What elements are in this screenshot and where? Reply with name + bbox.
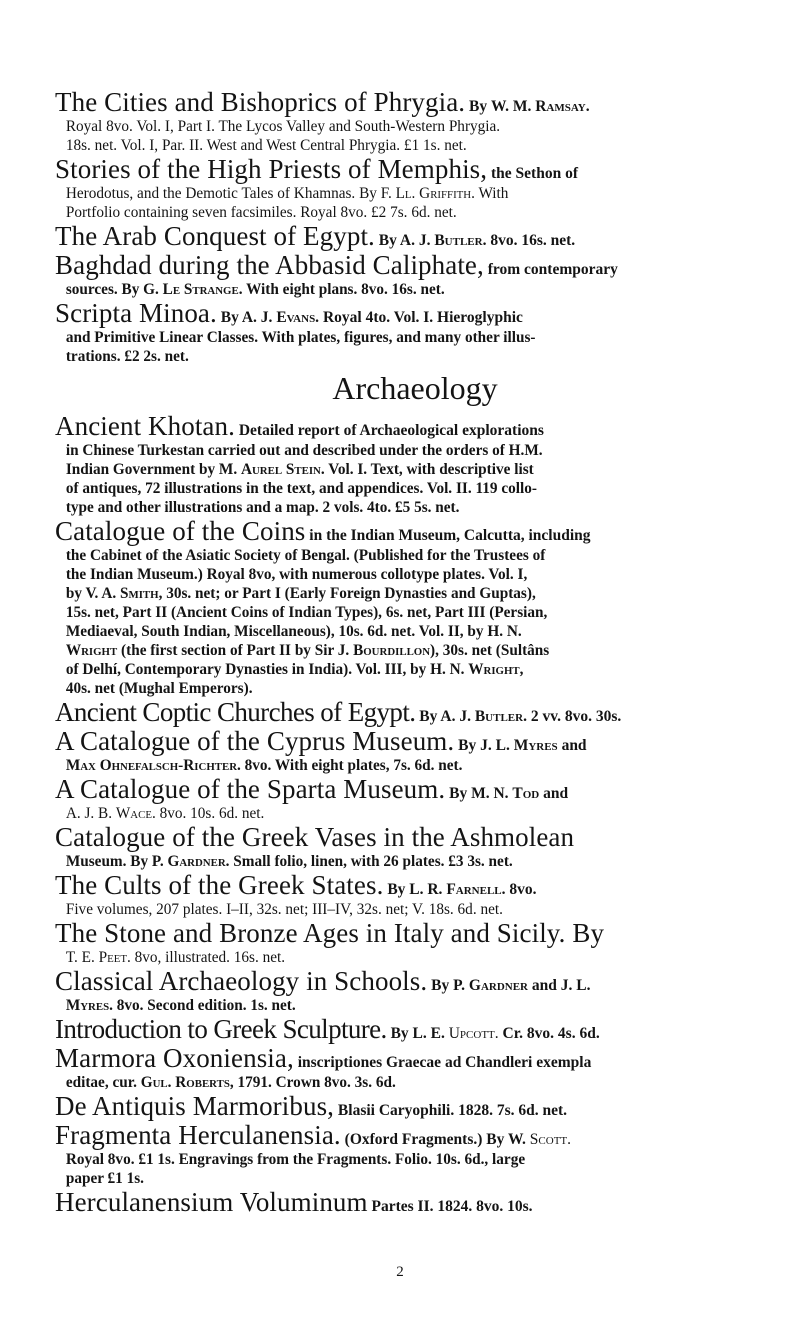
entry-title-line bbox=[55, 1015, 775, 1044]
book-title: Ancient Coptic Churches of Egypt. bbox=[55, 697, 416, 727]
entry-title-line bbox=[55, 517, 775, 546]
book-entry-arab-conquest-egypt bbox=[55, 222, 775, 251]
entry-text: Museum. By P. bbox=[65, 853, 168, 870]
entry-text: sources. By G. bbox=[65, 281, 163, 298]
entry-detail-line bbox=[55, 184, 764, 203]
entry-text: Smith, bbox=[119, 585, 163, 602]
book-title: The Stone and Bronze Ages in Italy and Sicily. By bbox=[55, 918, 605, 948]
entry-text: By A. J. bbox=[374, 232, 435, 249]
entry-text: Herodotus, and the Demotic Tales of Khamnas. By bbox=[65, 185, 381, 202]
entry-text: Small folio, linen, with 26 plates. £3 3s. net. bbox=[229, 853, 513, 870]
entry-detail-line bbox=[55, 203, 764, 222]
entry-text: and bbox=[557, 737, 587, 754]
entry-detail-line bbox=[55, 756, 764, 775]
book-entry-catalogue-coins bbox=[55, 517, 775, 698]
entry-text: Myres bbox=[513, 737, 558, 754]
entry-detail-line bbox=[55, 347, 764, 366]
book-entry-sparta-museum bbox=[55, 775, 775, 823]
entry-text: Portfolio containing seven facsimiles. Royal 8vo. £2 7s. 6d. net. bbox=[65, 204, 457, 221]
entry-text: the Cabinet of the Asiatic Society of Bengal. (Published for the Trustees of bbox=[65, 547, 546, 564]
entry-title-line bbox=[55, 155, 775, 184]
entry-title-line bbox=[55, 88, 775, 117]
entry-detail-line bbox=[55, 679, 764, 698]
entry-detail-line bbox=[55, 622, 764, 641]
entry-text: and bbox=[539, 785, 569, 802]
book-title: Catalogue of the Greek Vases in the Ashmolean bbox=[55, 822, 575, 852]
entry-text: Gardner. bbox=[167, 853, 230, 870]
book-title: Marmora Oxoniensia, bbox=[55, 1043, 294, 1073]
entry-title-line bbox=[55, 222, 775, 251]
entry-text: Max Ohnefalsch-Richter. bbox=[65, 757, 241, 774]
entry-text: (Oxford Fragments.) By W. bbox=[340, 1131, 530, 1148]
entry-text: Royal 8vo. Vol. I, Part I. The Lycos Valley and South-Western Phrygia. bbox=[65, 118, 501, 135]
book-entry-ancient-khotan bbox=[55, 412, 775, 517]
entry-text: By P. bbox=[427, 977, 469, 994]
entry-detail-line bbox=[55, 660, 764, 679]
entry-text: By A. J. bbox=[415, 708, 475, 725]
book-title: Fragmenta Herculanensia. bbox=[55, 1120, 341, 1150]
book-entry-marmora-oxoniensia bbox=[55, 1044, 775, 1092]
book-entry-herculanensium-voluminum bbox=[55, 1188, 775, 1217]
entry-detail-line bbox=[55, 460, 764, 479]
entry-text: 30s. net (Sultâns bbox=[438, 642, 550, 659]
entry-detail-line bbox=[55, 498, 764, 517]
book-title: Introduction to Greek Sculpture. bbox=[55, 1014, 387, 1044]
entry-text: type and other illustrations and a map. 2 vols. 4to. £5 5s. net. bbox=[65, 499, 460, 516]
entry-text: paper £1 1s. bbox=[65, 1170, 145, 1187]
entry-text: trations. £2 2s. net. bbox=[65, 348, 189, 365]
book-entry-de-antiquis-marmoribus bbox=[55, 1092, 775, 1121]
entry-text: 8vo. 16s. net. bbox=[486, 232, 576, 249]
entry-text: Blasii Caryophili. 1828. 7s. 6d. net. bbox=[334, 1102, 568, 1119]
entry-text: Mediaeval, South Indian, Miscellaneous), 10s. 6d. net. Vol. II, by H. N. bbox=[65, 623, 522, 640]
entry-detail-line bbox=[55, 948, 764, 967]
entry-text: 8vo, illustrated. 16s. net. bbox=[130, 949, 286, 966]
entry-title-line bbox=[55, 412, 775, 441]
book-title: Ancient Khotan. bbox=[55, 411, 235, 441]
entry-text: of Delhí, Contemporary Dynasties in India). Vol. III, by H. N. bbox=[65, 661, 469, 678]
entry-title-line bbox=[55, 727, 775, 756]
entry-title-line bbox=[55, 1188, 775, 1217]
entry-text: Partes II. 1824. 8vo. 10s. bbox=[367, 1198, 533, 1215]
entry-text: 18s. net. Vol. I, Par. II. West and West Central Phrygia. £1 1s. net. bbox=[65, 137, 467, 154]
entry-detail-line bbox=[55, 117, 764, 136]
entry-text: editae, cur. bbox=[65, 1074, 141, 1091]
entry-detail-line bbox=[55, 1169, 764, 1188]
book-title: Classical Archaeology in Schools. bbox=[55, 966, 428, 996]
entry-text: Bourdillon), bbox=[353, 642, 439, 659]
entry-text: 2 vv. 8vo. 30s. bbox=[526, 708, 622, 725]
entry-text: the Sethon of bbox=[487, 165, 578, 182]
entry-text: the Indian Museum.) Royal 8vo, with numerous collotype plates. Vol. I, bbox=[65, 566, 528, 583]
entry-text: Wright bbox=[65, 642, 118, 659]
entry-text: by V. A. bbox=[65, 585, 120, 602]
entry-text: of antiques, 72 illustrations in the text, and appendices. Vol. II. 119 collo- bbox=[65, 480, 537, 497]
book-entry-coptic-churches bbox=[55, 698, 775, 727]
entry-title-line bbox=[55, 698, 775, 727]
entry-text: T. E. bbox=[65, 949, 99, 966]
entry-text: inscriptiones Graecae ad Chandleri exempla bbox=[293, 1054, 592, 1071]
entry-detail-line bbox=[55, 996, 764, 1015]
entry-text: Detailed report of Archaeological explorations bbox=[234, 422, 544, 439]
entry-text: 8vo. Second edition. 1s. net. bbox=[112, 997, 296, 1014]
book-entry-cults-greek-states bbox=[55, 871, 775, 919]
book-entry-baghdad-abbasid bbox=[55, 251, 775, 299]
entry-text: in Chinese Turkestan carried out and described under the orders of H.M. bbox=[65, 442, 543, 459]
book-entry-stories-high-priests-memphis bbox=[55, 155, 775, 222]
section-heading: Archaeology bbox=[332, 370, 498, 406]
book-entry-cities-bishoprics-phrygia bbox=[55, 88, 775, 155]
entry-text: F. Ll. Griffith. bbox=[380, 185, 475, 202]
entry-text: Wace. bbox=[115, 805, 156, 822]
entry-text: 40s. net (Mughal Emperors). bbox=[65, 680, 253, 697]
entry-text: Gul. Roberts, bbox=[140, 1074, 234, 1091]
entry-text: 30s. net; or Part I (Early Foreign Dynasties and Guptas), bbox=[162, 585, 536, 602]
entry-text: Peet. bbox=[98, 949, 131, 966]
entry-title-line bbox=[55, 919, 775, 948]
book-entry-fragmenta-herculanensia bbox=[55, 1121, 775, 1188]
entry-text: 1791. Crown 8vo. 3s. 6d. bbox=[233, 1074, 396, 1091]
entry-text: 8vo. 10s. 6d. net. bbox=[155, 805, 265, 822]
entry-text: By M. N. bbox=[445, 785, 513, 802]
entry-title-line bbox=[55, 299, 775, 328]
book-title: The Cults of the Greek States. bbox=[55, 870, 384, 900]
entry-detail-line bbox=[55, 1150, 764, 1169]
entry-title-line bbox=[55, 775, 775, 804]
book-title: Herculanensium Voluminum bbox=[55, 1187, 368, 1217]
page-number: 2 bbox=[396, 1264, 404, 1280]
entry-title-line bbox=[55, 823, 775, 852]
entry-text: 8vo. bbox=[505, 881, 537, 898]
entry-title-line bbox=[55, 1044, 775, 1073]
entry-text: Aurel Stein. bbox=[240, 461, 325, 478]
book-title: Baghdad during the Abbasid Caliphate, bbox=[55, 250, 484, 280]
entry-text: and Primitive Linear Classes. With plates, figures, and many other illus- bbox=[65, 329, 536, 346]
book-entry-greek-sculpture bbox=[55, 1015, 775, 1044]
entry-text: Le Strange. bbox=[162, 281, 243, 298]
entry-title-line bbox=[55, 1092, 775, 1121]
entry-detail-line bbox=[55, 603, 764, 622]
entry-detail-line bbox=[55, 328, 764, 347]
entry-text: Wright, bbox=[468, 661, 524, 678]
entry-detail-line bbox=[55, 641, 764, 660]
entry-text: Butler. bbox=[434, 232, 487, 249]
book-title: Stories of the High Priests of Memphis, bbox=[55, 154, 488, 184]
entry-text: A. J. B. bbox=[65, 805, 116, 822]
book-entry-stone-bronze-ages bbox=[55, 919, 775, 967]
entry-text: 8vo. With eight plates, 7s. 6d. net. bbox=[240, 757, 463, 774]
entry-detail-line bbox=[55, 1073, 764, 1092]
entry-detail-line bbox=[55, 852, 764, 871]
entry-text: Evans. bbox=[276, 309, 320, 326]
entry-text: With bbox=[474, 185, 509, 202]
book-title: Catalogue of the Coins bbox=[55, 516, 306, 546]
entry-detail-line bbox=[55, 441, 764, 460]
entry-text: Five volumes, 207 plates. I–II, 32s. net; III–IV, 32s. net; V. 18s. 6d. net. bbox=[65, 901, 503, 918]
entry-text: By A. J. bbox=[216, 309, 277, 326]
book-title: The Cities and Bishoprics of Phrygia. bbox=[55, 87, 466, 117]
entry-detail-line bbox=[55, 546, 764, 565]
entry-detail-line bbox=[55, 565, 764, 584]
entry-detail-line bbox=[55, 900, 764, 919]
entry-text: Cr. 8vo. 4s. 6d. bbox=[498, 1025, 600, 1042]
entry-text: 15s. net, Part II (Ancient Coins of Indian Types), 6s. net, Part III (Persian, bbox=[65, 604, 548, 621]
entry-title-line bbox=[55, 1121, 775, 1150]
book-title: Scripta Minoa. bbox=[55, 298, 217, 328]
entry-text: By bbox=[465, 98, 491, 115]
entry-detail-line bbox=[55, 136, 764, 155]
book-entry-scripta-minoa bbox=[55, 299, 775, 366]
entry-text: (the first section of Part II by Sir J. bbox=[117, 642, 354, 659]
entry-detail-line bbox=[55, 280, 764, 299]
book-title: De Antiquis Marmoribus, bbox=[55, 1091, 335, 1121]
entry-text: from contemporary bbox=[483, 261, 618, 278]
book-title: A Catalogue of the Cyprus Museum. bbox=[55, 726, 455, 756]
entry-text: Scott. bbox=[529, 1131, 572, 1148]
entry-detail-line bbox=[55, 804, 764, 823]
entry-text: Farnell. bbox=[446, 881, 506, 898]
entry-text: Upcott. bbox=[448, 1025, 499, 1042]
entry-text: Myres. bbox=[65, 997, 113, 1014]
entry-text: Royal 4to. Vol. I. Hieroglyphic bbox=[319, 309, 523, 326]
book-entry-greek-vases-ashmolean bbox=[55, 823, 775, 871]
entry-title-line bbox=[55, 967, 775, 996]
book-entry-cyprus-museum bbox=[55, 727, 775, 775]
entry-text: W. M. Ramsay. bbox=[491, 98, 590, 115]
entry-text: Vol. I. Text, with descriptive list bbox=[324, 461, 534, 478]
entry-detail-line bbox=[55, 479, 764, 498]
entry-text: Butler. bbox=[474, 708, 527, 725]
book-entry-classical-archaeology-schools bbox=[55, 967, 775, 1015]
entry-text: in the Indian Museum, Calcutta, including bbox=[305, 527, 591, 544]
entry-text: By L. R. bbox=[383, 881, 447, 898]
book-title: The Arab Conquest of Egypt. bbox=[55, 221, 375, 251]
book-title: A Catalogue of the Sparta Museum. bbox=[55, 774, 446, 804]
entry-detail-line bbox=[55, 584, 764, 603]
entry-title-line bbox=[55, 251, 775, 280]
entry-text: Indian Government by M. bbox=[65, 461, 241, 478]
entry-title-line bbox=[55, 871, 775, 900]
entry-text: By L. E. bbox=[386, 1025, 449, 1042]
entry-text: Gardner bbox=[468, 977, 529, 994]
entry-text: With eight plans. 8vo. 16s. net. bbox=[242, 281, 445, 298]
book-list bbox=[55, 88, 775, 1217]
entry-text: By J. L. bbox=[454, 737, 514, 754]
entry-text: and J. L. bbox=[528, 977, 591, 994]
entry-text: Royal 8vo. £1 1s. Engravings from the Fragments. Folio. 10s. 6d., large bbox=[65, 1151, 526, 1168]
entry-text: Tod bbox=[512, 785, 540, 802]
